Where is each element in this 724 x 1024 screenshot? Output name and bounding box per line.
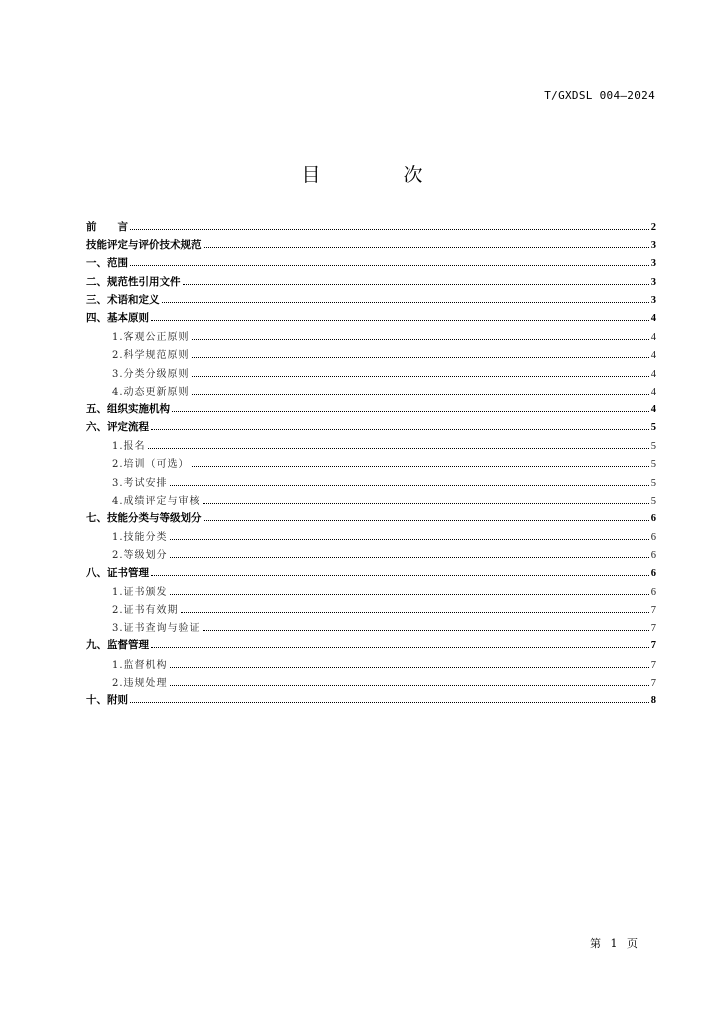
toc-entry-page: 3 (650, 276, 656, 288)
toc-entry-page: 7 (650, 604, 656, 616)
toc-entry[interactable] (86, 437, 656, 455)
toc-entry[interactable] (86, 365, 656, 383)
toc-entry-label: 4.成绩评定与审核 (112, 495, 201, 507)
toc-entry-label: 七、技能分类与等级划分 (86, 512, 202, 524)
toc-entry-page: 5 (650, 477, 656, 489)
toc-entry[interactable] (86, 674, 656, 692)
toc-dot-leader (204, 519, 649, 521)
toc-dot-leader (151, 319, 649, 321)
toc-entry[interactable] (86, 492, 656, 510)
toc-entry-page: 5 (650, 422, 656, 434)
toc-dot-leader (130, 264, 649, 266)
toc-entry-page: 4 (650, 403, 656, 415)
toc-entry-label: 2.培训（可选） (112, 459, 190, 471)
toc-dot-leader (151, 574, 649, 576)
toc-entry-page: 4 (650, 386, 656, 398)
toc-entry[interactable] (86, 383, 656, 401)
toc-entry-label: 六、评定流程 (86, 421, 149, 434)
toc-dot-leader (170, 666, 649, 668)
toc-entry-label: 4.动态更新原则 (112, 386, 190, 398)
page-title: 目 次 (301, 164, 455, 186)
toc-dot-leader (203, 629, 649, 631)
toc-entry[interactable] (86, 528, 656, 546)
toc-dot-leader (172, 410, 649, 412)
toc-entry-label: 四、基本原则 (86, 311, 149, 324)
toc-entry-page: 4 (650, 350, 656, 362)
toc-entry[interactable] (86, 656, 656, 674)
toc-dot-leader (170, 684, 649, 686)
toc-dot-leader (192, 375, 649, 377)
toc-entry-label: 2.违规处理 (112, 677, 168, 689)
toc-entry-label: 一、范围 (86, 257, 128, 270)
toc-dot-leader (162, 301, 649, 303)
toc-entry[interactable] (86, 637, 656, 655)
toc-dot-leader (203, 502, 649, 504)
toc-entry[interactable] (86, 292, 656, 310)
toc-dot-leader (183, 283, 649, 285)
toc-entry[interactable] (86, 601, 656, 619)
toc-entry[interactable] (86, 237, 656, 255)
toc-dot-leader (181, 611, 649, 613)
toc-entry[interactable] (86, 455, 656, 473)
toc-dot-leader (170, 593, 649, 595)
toc-dot-leader (192, 465, 649, 467)
toc-entry-page: 6 (650, 532, 656, 544)
toc-dot-leader (170, 484, 649, 486)
toc-entry-label: 1.技能分类 (112, 532, 168, 544)
document-code: T/GXDSL 004—2024 (544, 89, 655, 102)
toc-entry-label: 1.证书颁发 (112, 586, 168, 598)
toc-entry[interactable] (86, 401, 656, 419)
toc-entry-label: 技能评定与评价技术规范 (86, 239, 202, 252)
toc-entry-page: 4 (650, 368, 656, 380)
toc-entry-label: 1.客观公正原则 (112, 332, 190, 344)
toc-entry-label: 九、监督管理 (86, 639, 149, 652)
toc-entry[interactable] (86, 328, 656, 346)
toc-entry-label: 3.证书查询与验证 (112, 623, 201, 635)
toc-dot-leader (130, 701, 649, 703)
toc-entry[interactable] (86, 510, 656, 528)
toc-dot-leader (130, 228, 649, 230)
toc-dot-leader (148, 447, 649, 449)
toc-entry-page: 6 (650, 513, 656, 524)
toc-entry-page: 3 (650, 258, 656, 270)
toc-entry[interactable] (86, 474, 656, 492)
toc-entry-page: 3 (650, 294, 656, 306)
toc-entry[interactable] (86, 692, 656, 710)
toc-entry-label: 2.等级划分 (112, 550, 168, 562)
toc-entry-page: 8 (650, 694, 656, 706)
toc-entry-page: 6 (650, 550, 656, 562)
toc-entry[interactable] (86, 346, 656, 364)
toc-entry-label: 五、组织实施机构 (86, 402, 170, 415)
toc-entry-page: 7 (650, 677, 656, 689)
toc-entry[interactable] (86, 219, 656, 237)
toc-entry[interactable] (86, 274, 656, 292)
toc-entry-label: 前 言 (86, 221, 128, 233)
toc-entry-label: 2.证书有效期 (112, 604, 179, 616)
toc-entry-label: 3.考试安排 (112, 477, 168, 489)
toc-entry-page: 7 (650, 640, 656, 652)
toc-entry-label: 二、规范性引用文件 (86, 275, 181, 288)
toc-dot-leader (192, 338, 649, 340)
toc-dot-leader (151, 646, 649, 648)
toc-dot-leader (192, 356, 649, 358)
toc-entry-page: 5 (650, 495, 656, 507)
toc-entry[interactable] (86, 255, 656, 273)
toc-dot-leader (151, 428, 649, 430)
toc-entry[interactable] (86, 419, 656, 437)
toc-entry-label: 1.报名 (112, 441, 146, 453)
toc-entry-page: 6 (650, 567, 656, 579)
toc-entry-label: 2.科学规范原则 (112, 350, 190, 362)
toc-entry[interactable] (86, 565, 656, 583)
toc-dot-leader (170, 556, 649, 558)
toc-entry[interactable] (86, 546, 656, 564)
toc-entry[interactable] (86, 310, 656, 328)
toc-dot-leader (170, 538, 649, 540)
table-of-contents (86, 219, 656, 710)
toc-entry-page: 5 (650, 459, 656, 471)
toc-entry-label: 3.分类分级原则 (112, 368, 190, 380)
toc-entry[interactable] (86, 583, 656, 601)
toc-entry-page: 7 (650, 623, 656, 635)
toc-entry-page: 7 (650, 659, 656, 671)
toc-entry-label: 1.监督机构 (112, 659, 168, 671)
toc-entry-page: 4 (650, 312, 656, 324)
toc-entry-label: 三、术语和定义 (86, 293, 160, 306)
toc-entry-label: 八、证书管理 (86, 566, 149, 579)
toc-dot-leader (204, 246, 649, 248)
toc-entry-page: 4 (650, 332, 656, 344)
toc-entry-page: 3 (650, 240, 656, 252)
toc-entry-page: 5 (650, 441, 656, 453)
toc-entry[interactable] (86, 619, 656, 637)
toc-entry-page: 2 (650, 222, 656, 233)
page-number: 第 1 页 (590, 937, 641, 950)
toc-entry-label: 十、附则 (86, 693, 128, 706)
toc-dot-leader (192, 393, 649, 395)
toc-entry-page: 6 (650, 586, 656, 598)
